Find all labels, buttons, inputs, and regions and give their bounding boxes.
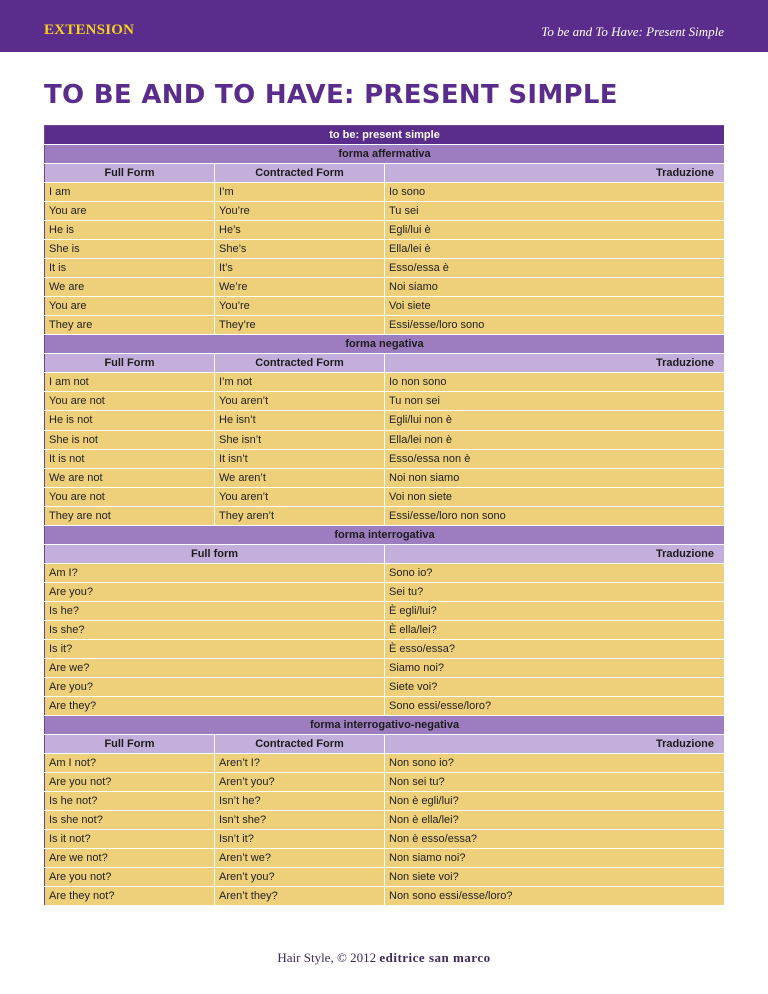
table-row — [45, 677, 725, 696]
cell-translation: Tu sei — [385, 202, 725, 221]
cell-translation: Tu non sei — [385, 392, 725, 411]
footer-copyright: Hair Style, © 2012 — [277, 950, 377, 965]
table-title: to be: present simple — [45, 126, 725, 145]
cell-contracted: Aren’t you? — [215, 773, 385, 792]
cell-contracted: Isn’t it? — [215, 830, 385, 849]
footer — [0, 950, 768, 966]
cell-translation: Non è egli/lui? — [385, 792, 725, 811]
col-full-form: Full Form — [45, 354, 215, 373]
col-contracted-form: Contracted Form — [215, 164, 385, 183]
table-row — [45, 792, 725, 811]
cell-translation: Sei tu? — [385, 582, 725, 601]
cell-translation: Non sei tu? — [385, 773, 725, 792]
table-row — [45, 430, 725, 449]
cell-translation: Siete voi? — [385, 677, 725, 696]
cell-contracted: Aren’t we? — [215, 849, 385, 868]
col-translation: Traduzione — [385, 544, 725, 563]
cell-full: You are not — [45, 487, 215, 506]
cell-translation: Non siamo noi? — [385, 849, 725, 868]
col-translation: Traduzione — [385, 735, 725, 754]
column-header-row — [45, 544, 725, 563]
cell-full: He is — [45, 221, 215, 240]
cell-full: I am — [45, 183, 215, 202]
column-header-row — [45, 735, 725, 754]
table-row — [45, 221, 725, 240]
column-header-row — [45, 164, 725, 183]
table-row — [45, 240, 725, 259]
table-row — [45, 620, 725, 639]
conjugation-table — [44, 125, 725, 906]
table-row — [45, 830, 725, 849]
table-row — [45, 696, 725, 715]
cell-contracted: Isn’t he? — [215, 792, 385, 811]
cell-translation: Non è ella/lei? — [385, 811, 725, 830]
cell-contracted: It’s — [215, 259, 385, 278]
cell-translation: Essi/esse/loro non sono — [385, 506, 725, 525]
cell-translation: Noi siamo — [385, 278, 725, 297]
cell-translation: Egli/lui è — [385, 221, 725, 240]
cell-full: It is not — [45, 449, 215, 468]
section-header-row — [45, 335, 725, 354]
cell-full: Is he? — [45, 601, 385, 620]
table-row — [45, 868, 725, 887]
cell-translation: Esso/essa non è — [385, 449, 725, 468]
cell-contracted: She isn’t — [215, 430, 385, 449]
table-row — [45, 887, 725, 906]
cell-translation: Egli/lui non è — [385, 411, 725, 430]
table-row — [45, 449, 725, 468]
cell-contracted: They’re — [215, 316, 385, 335]
table-row — [45, 259, 725, 278]
table-row — [45, 183, 725, 202]
table-row — [45, 506, 725, 525]
cell-full: Am I? — [45, 563, 385, 582]
header-bar — [0, 0, 768, 52]
cell-translation: Io non sono — [385, 373, 725, 392]
cell-full: She is not — [45, 430, 215, 449]
cell-contracted: You aren’t — [215, 487, 385, 506]
table-row — [45, 754, 725, 773]
cell-full: Is it not? — [45, 830, 215, 849]
cell-full: I am not — [45, 373, 215, 392]
cell-full: Is he not? — [45, 792, 215, 811]
section-interrogative-label: forma interrogativa — [45, 525, 725, 544]
page-title: TO BE AND TO HAVE: PRESENT SIMPLE — [44, 80, 618, 110]
cell-full: Am I not? — [45, 754, 215, 773]
section-header-row — [45, 715, 725, 734]
cell-full: He is not — [45, 411, 215, 430]
table-row — [45, 639, 725, 658]
footer-publisher: editrice san marco — [379, 950, 491, 965]
cell-translation: È ella/lei? — [385, 620, 725, 639]
table-title-row — [45, 126, 725, 145]
cell-full: Is it? — [45, 639, 385, 658]
cell-translation: Non siete voi? — [385, 868, 725, 887]
cell-full: Are you not? — [45, 868, 215, 887]
cell-translation: Voi siete — [385, 297, 725, 316]
section-tag: EXTENSION — [44, 22, 135, 38]
cell-contracted: They aren’t — [215, 506, 385, 525]
table-row — [45, 202, 725, 221]
cell-contracted: It isn’t — [215, 449, 385, 468]
cell-translation: Io sono — [385, 183, 725, 202]
cell-full: Is she not? — [45, 811, 215, 830]
cell-translation: Siamo noi? — [385, 658, 725, 677]
cell-full: You are not — [45, 392, 215, 411]
cell-contracted: Isn’t she? — [215, 811, 385, 830]
column-header-row — [45, 354, 725, 373]
cell-full: Are you? — [45, 582, 385, 601]
cell-translation: È esso/essa? — [385, 639, 725, 658]
section-affirmative-label: forma affermativa — [45, 145, 725, 164]
col-contracted-form: Contracted Form — [215, 735, 385, 754]
cell-full: You are — [45, 202, 215, 221]
col-contracted-form: Contracted Form — [215, 354, 385, 373]
table-row — [45, 373, 725, 392]
table-row — [45, 658, 725, 677]
cell-translation: Ella/lei non è — [385, 430, 725, 449]
cell-contracted: She’s — [215, 240, 385, 259]
running-title: To be and To Have: Present Simple — [541, 24, 724, 39]
col-translation: Traduzione — [385, 164, 725, 183]
table-row — [45, 392, 725, 411]
col-full-form: Full Form — [45, 735, 215, 754]
cell-contracted: I’m not — [215, 373, 385, 392]
table-row — [45, 297, 725, 316]
table-row — [45, 601, 725, 620]
cell-contracted: He’s — [215, 221, 385, 240]
cell-translation: Voi non siete — [385, 487, 725, 506]
table-row — [45, 849, 725, 868]
cell-contracted: You aren’t — [215, 392, 385, 411]
cell-translation: Ella/lei è — [385, 240, 725, 259]
cell-full: Are we not? — [45, 849, 215, 868]
col-translation: Traduzione — [385, 354, 725, 373]
cell-full: Are you not? — [45, 773, 215, 792]
cell-translation: È egli/lui? — [385, 601, 725, 620]
cell-translation: Noi non siamo — [385, 468, 725, 487]
section-negative-label: forma negativa — [45, 335, 725, 354]
cell-translation: Esso/essa è — [385, 259, 725, 278]
table-row — [45, 773, 725, 792]
col-full-form: Full form — [45, 544, 385, 563]
table-row — [45, 811, 725, 830]
cell-full: Is she? — [45, 620, 385, 639]
section-header-row — [45, 145, 725, 164]
cell-contracted: Aren’t they? — [215, 887, 385, 906]
section-header-row — [45, 525, 725, 544]
cell-full: Are they not? — [45, 887, 215, 906]
section-interrogative-negative-label: forma interrogativo-negativa — [45, 715, 725, 734]
table-row — [45, 582, 725, 601]
cell-translation: Sono io? — [385, 563, 725, 582]
cell-translation: Non sono essi/esse/loro? — [385, 887, 725, 906]
cell-contracted: We aren’t — [215, 468, 385, 487]
col-full-form: Full Form — [45, 164, 215, 183]
cell-full: You are — [45, 297, 215, 316]
table-row — [45, 278, 725, 297]
cell-translation: Non è esso/essa? — [385, 830, 725, 849]
cell-full: We are not — [45, 468, 215, 487]
table-row — [45, 411, 725, 430]
cell-translation: Essi/esse/loro sono — [385, 316, 725, 335]
cell-contracted: He isn’t — [215, 411, 385, 430]
cell-full: Are they? — [45, 696, 385, 715]
cell-contracted: I’m — [215, 183, 385, 202]
cell-contracted: You’re — [215, 202, 385, 221]
cell-full: Are we? — [45, 658, 385, 677]
cell-contracted: Aren’t you? — [215, 868, 385, 887]
cell-full: They are not — [45, 506, 215, 525]
table-row — [45, 487, 725, 506]
cell-full: They are — [45, 316, 215, 335]
cell-translation: Non sono io? — [385, 754, 725, 773]
cell-full: She is — [45, 240, 215, 259]
cell-translation: Sono essi/esse/loro? — [385, 696, 725, 715]
cell-full: Are you? — [45, 677, 385, 696]
cell-contracted: You’re — [215, 297, 385, 316]
cell-contracted: Aren’t I? — [215, 754, 385, 773]
table-row — [45, 468, 725, 487]
cell-full: We are — [45, 278, 215, 297]
cell-contracted: We’re — [215, 278, 385, 297]
table-row — [45, 316, 725, 335]
cell-full: It is — [45, 259, 215, 278]
table-row — [45, 563, 725, 582]
